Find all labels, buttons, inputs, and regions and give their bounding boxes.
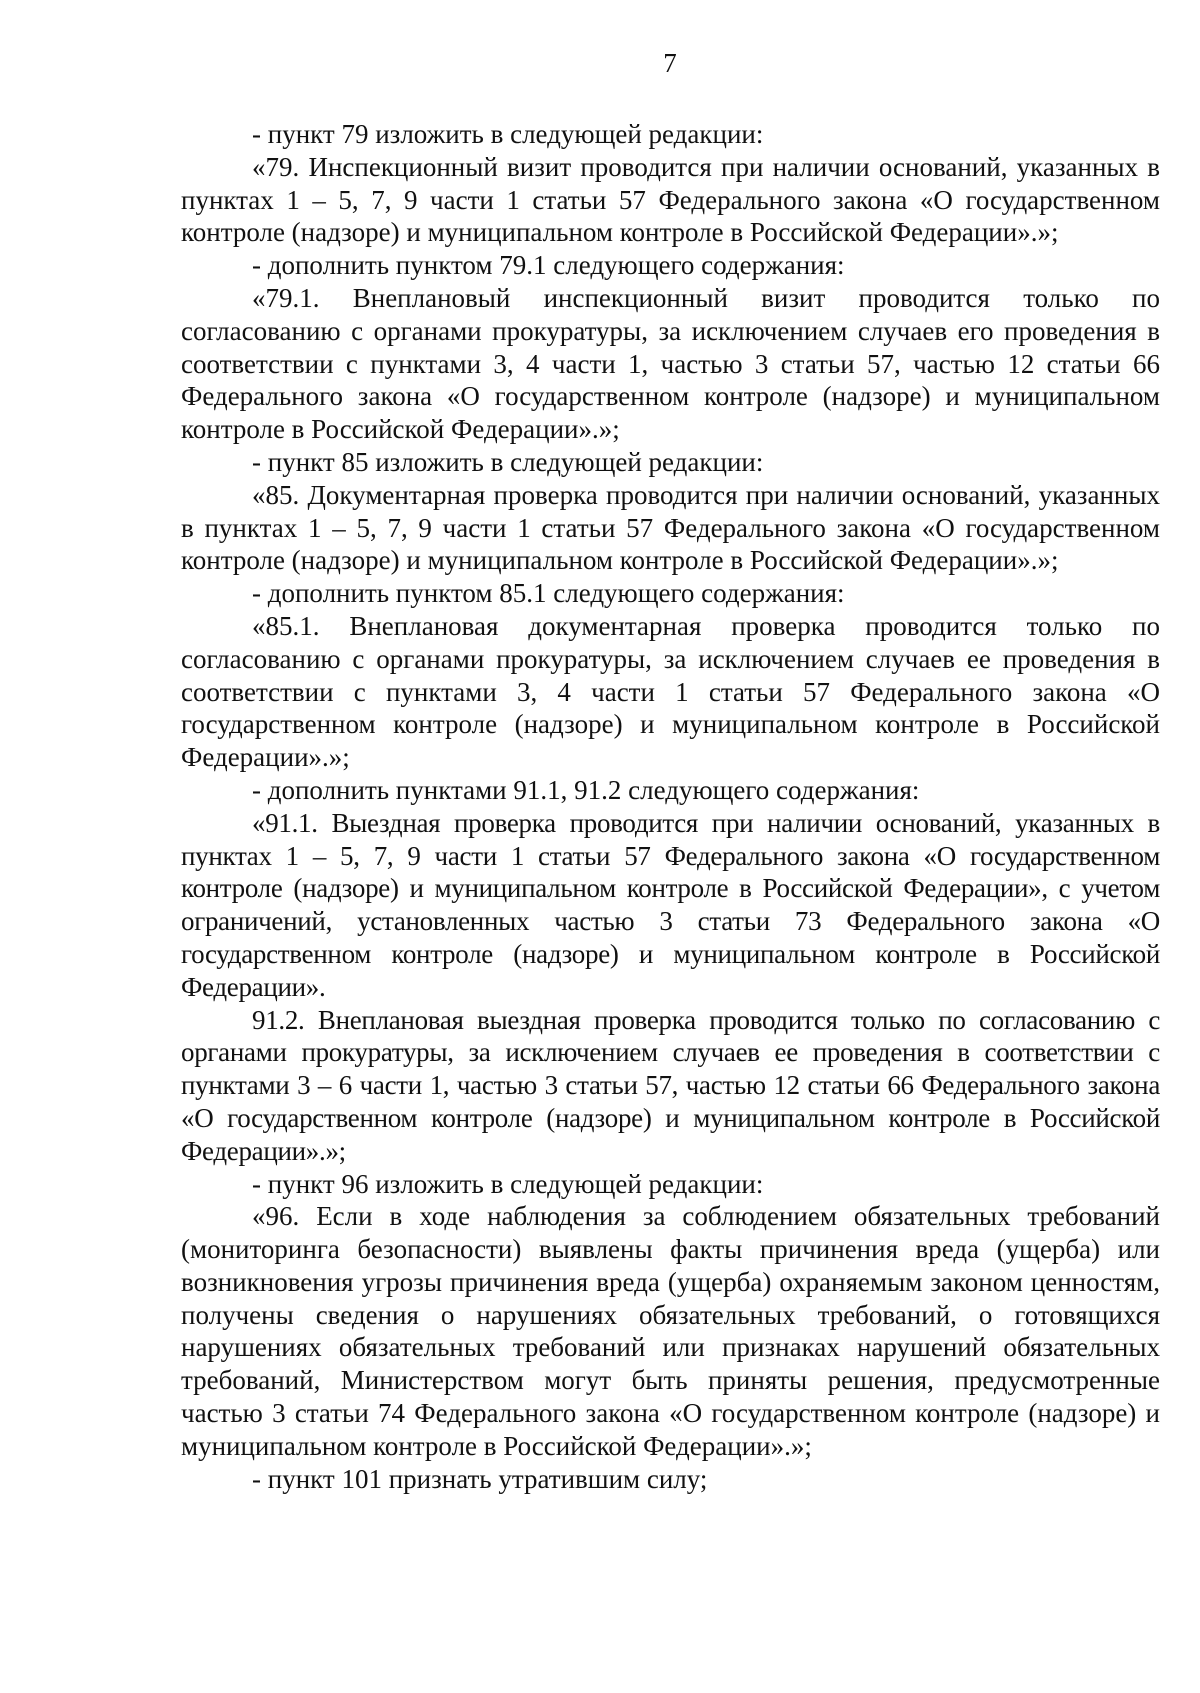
clause-79-1-text: «79.1. Внеплановый инспекционный визит проводится только по согласованию с органами прокуратуры, за исключением случаев его проведения в соответствии с пунктами 3, 4 части 1, частью 3 статьи 57, частью 12 статьи 66 Федерального закона «О государственном контроле (надзоре) и муниципальном контроле в Российской Федерации».»; (181, 282, 1160, 445)
amendment-instruction-79: - пункт 79 изложить в следующей редакции: (252, 119, 764, 149)
clause-79-text: «79. Инспекционный визит проводится при наличии оснований, указанных в пунктах 1 – 5, 7, 9 части 1 статьи 57 Федерального закона «О государственном контроле (надзоре) и муниципальном контроле в Российской Федерации».»; (181, 151, 1160, 248)
clause-85-text: «85. Документарная проверка проводится при наличии оснований, указанных в пунктах 1 – 5, 7, 9 части 1 статьи 57 Федерального закона «О государственном контроле (надзоре) и муниципальном контроле в Российской Федерации».»; (181, 479, 1160, 576)
amendment-instruction-96: - пункт 96 изложить в следующей редакции: (252, 1168, 764, 1199)
amendment-instruction-91: - дополнить пунктами 91.1, 91.2 следующего содержания: (252, 774, 920, 805)
clause-96-text: «96. Если в ходе наблюдения за соблюдением обязательных требований (мониторинга безопасности) выявлены факты причинения вреда (ущерба) или возникновения угрозы причинения вреда (ущерба) охраняемым законом ценностям, получены сведения о нарушениях обязательных требований, о готовящихся нарушениях обязательных требований или признаках нарушений обязательных требований, Министерством могут быть приняты решения, предусмотренные частью 3 статьи 74 Федерального закона «О государственном контроле (надзоре) и муниципальном контроле в Российской Федерации».»; (181, 1201, 1160, 1461)
amendment-instruction-101: - пункт 101 признать утратившим силу; (252, 1463, 708, 1494)
amendment-instruction-85-1: - дополнить пунктом 85.1 следующего содержания: (252, 578, 845, 609)
clause-85-1-text: «85.1. Внеплановая документарная проверка проводится только по согласованию с органами прокуратуры, за исключением случаев ее проведения в соответствии с пунктами 3, 4 части 1 статьи 57 Федерального закона «О государственном контроле (надзоре) и муниципальном контроле в Российской Федерации».»; (181, 610, 1160, 773)
document-body (181, 118, 1160, 1495)
amendment-instruction-85: - пункт 85 изложить в следующей редакции: (252, 446, 764, 477)
clause-91-1-text: «91.1. Выездная проверка проводится при наличии оснований, указанных в пунктах 1 – 5, 7, 9 части 1 статьи 57 Федерального закона «О государственном контроле (надзоре) и муниципальном контроле в Российской Федерации», с учетом ограничений, установленных частью 3 статьи 73 Федерального закона «О государственном контроле (надзоре) и муниципальном контроле в Российской Федерации». (181, 807, 1160, 1002)
page-number: 7 (663, 48, 677, 78)
clause-91-2-text: 91.2. Внеплановая выездная проверка проводится только по согласованию с органами прокуратуры, за исключением случаев ее проведения в соответствии с пунктами 3 – 6 части 1, частью 3 статьи 57, частью 12 статьи 66 Федерального закона «О государственном контроле (надзоре) и муниципальном контроле в Российской Федерации».»; (181, 1004, 1160, 1166)
amendment-instruction-79-1: - дополнить пунктом 79.1 следующего содержания: (252, 250, 845, 281)
